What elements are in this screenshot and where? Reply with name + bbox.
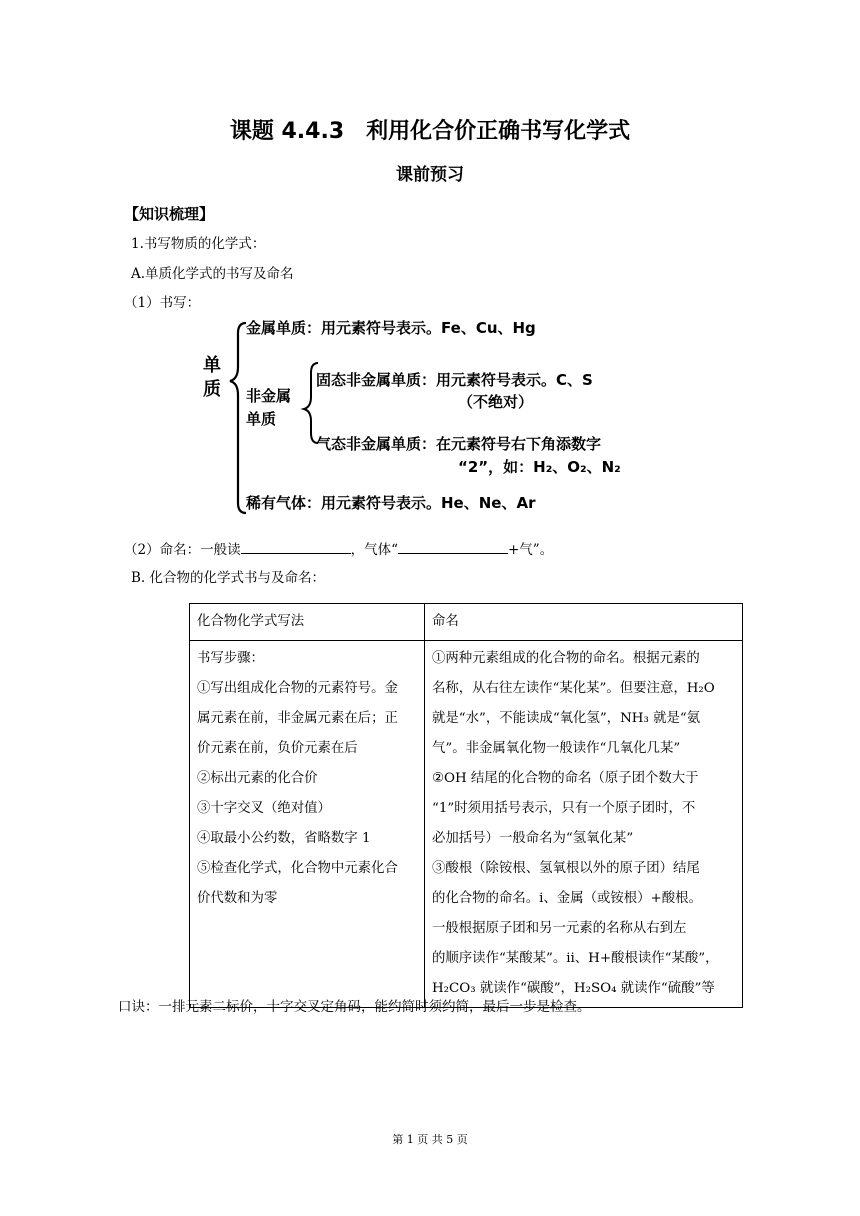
left-line: ③十字交叉（绝对值） bbox=[197, 801, 331, 816]
item-a: A.单质化学式的书写及命名 bbox=[131, 266, 294, 282]
right-line: 气”。非金属氧化物一般读作“几氧化几某” bbox=[432, 741, 681, 756]
naming-prefix: （2）命名：一般读 bbox=[124, 542, 241, 558]
right-line: ③酸根（除铵根、氢氧根以外的原子团）结尾 bbox=[432, 861, 700, 876]
table-header-row bbox=[190, 604, 743, 641]
right-line: 一般根据原子团和另一元素的名称从右到左 bbox=[432, 921, 687, 936]
page-footer: 第 1 页 共 5 页 bbox=[392, 1133, 468, 1146]
table-row bbox=[190, 641, 743, 1008]
naming-suffix: +气”。 bbox=[508, 542, 554, 558]
left-line: ⑤检查化学式，化合物中元素化合 bbox=[197, 861, 398, 876]
nonmetal-label-line1: 非金属 bbox=[246, 387, 292, 405]
right-line: 就是“水”，不能读成“氧化氢”，NH₃ 就是“氨 bbox=[432, 711, 701, 726]
blank-1 bbox=[241, 540, 351, 554]
right-line: “1”时须用括号表示，只有一个原子团时，不 bbox=[432, 801, 696, 816]
naming-middle: ，气体“ bbox=[350, 542, 398, 558]
writing-steps-cell bbox=[190, 641, 425, 1008]
sub-item-1: （1）书写： bbox=[124, 295, 201, 311]
table-header-left: 化合物化学式写法 bbox=[190, 604, 425, 641]
left-line: ④取最小公约数，省略数字 1 bbox=[197, 831, 371, 846]
page-title: 课题 4.4.3 利用化合价正确书写化学式 bbox=[229, 119, 631, 144]
compound-table bbox=[189, 603, 743, 1008]
metal-branch: 金属单质：用元素符号表示。Fe、Cu、Hg bbox=[246, 319, 536, 337]
section-heading: 【知识梳理】 bbox=[124, 205, 215, 223]
right-line: 的顺序读作“某酸某”。ⅱ、H+酸根读作“某酸”， bbox=[432, 951, 719, 966]
blank-2 bbox=[398, 540, 508, 554]
gas-nonmetal-branch: 气态非金属单质：在元素符号右下角添数字 bbox=[316, 435, 602, 453]
naming-rules-cell bbox=[425, 641, 743, 1008]
mnemonic: 口诀：一排元素二标价，十字交叉定角码，能约简时须约简，最后一步是检查。 bbox=[118, 999, 591, 1015]
left-line: ①写出组成化合物的元素符号。金 bbox=[197, 681, 398, 696]
root-label-line2: 质 bbox=[203, 379, 221, 400]
solid-nonmetal-branch: 固态非金属单质：用元素符号表示。C、S bbox=[316, 371, 593, 389]
page-subtitle: 课前预习 bbox=[396, 165, 464, 185]
left-line: ②标出元素的化合价 bbox=[197, 771, 318, 786]
table-header-right: 命名 bbox=[425, 604, 743, 641]
item-b: B. 化合物的化学式书与及命名： bbox=[131, 570, 326, 586]
element-classification-diagram bbox=[196, 315, 676, 525]
right-line: ②OH 结尾的化合物的命名（原子团个数大于 bbox=[432, 771, 699, 786]
right-line: ①两种元素组成的化合物的命名。根据元素的 bbox=[432, 651, 700, 666]
left-line: 书写步骤： bbox=[197, 651, 264, 666]
gas-nonmetal-examples: “2”，如：H₂、O₂、N₂ bbox=[458, 458, 621, 476]
left-line: 价元素在前，负价元素在后 bbox=[197, 741, 358, 756]
right-line: H₂CO₃ 就读作“碳酸”，H₂SO₄ 就读作“硫酸”等 bbox=[432, 981, 715, 996]
left-line: 属元素在前，非金属元素在后；正 bbox=[197, 711, 398, 726]
naming-rule bbox=[124, 538, 553, 558]
item-1: 1.书写物质的化学式： bbox=[131, 236, 266, 252]
left-line: 价代数和为零 bbox=[197, 891, 278, 906]
right-line: 的化合物的命名。ⅰ、金属（或铵根）+酸根。 bbox=[432, 891, 702, 906]
solid-nonmetal-note: （不绝对） bbox=[458, 393, 534, 411]
right-line: 必加括号）一般命名为“氢氧化某” bbox=[432, 831, 634, 846]
right-line: 名称，从右往左读作“某化某”。但要注意，H₂O bbox=[432, 681, 715, 696]
root-label-line1: 单 bbox=[203, 355, 221, 376]
noble-gas-branch: 稀有气体：用元素符号表示。He、Ne、Ar bbox=[246, 494, 536, 512]
nonmetal-label-line2: 单质 bbox=[246, 410, 277, 428]
